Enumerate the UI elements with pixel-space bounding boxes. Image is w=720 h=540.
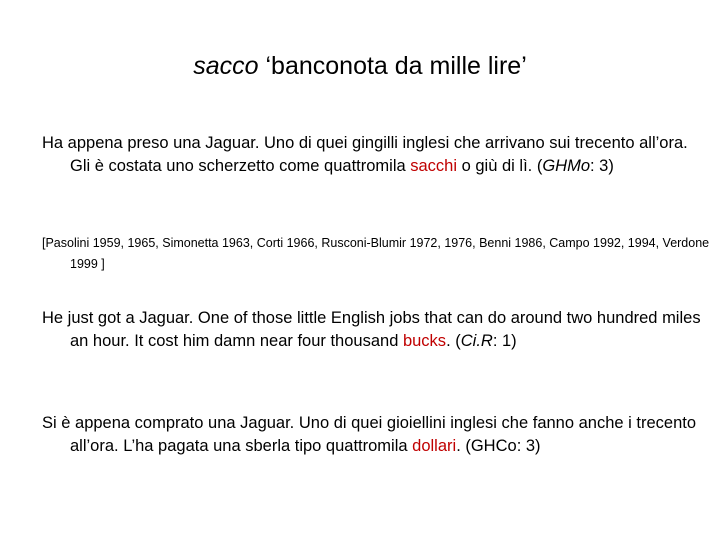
highlight-sacchi: sacchi: [410, 157, 458, 175]
italian-quote-source: GHMo: [542, 157, 590, 175]
title-gloss: ‘banconota da mille lire’: [258, 52, 527, 80]
italian-quote-original: [42, 132, 710, 178]
italian-quote-text-a: Ha appena preso una Jaguar. Uno di quei gingilli inglesi che arrivano sui trecento all’ora. Gli è costata uno scherzetto come quattromila: [42, 134, 688, 175]
english-text-c: : 1): [492, 332, 517, 350]
title-term: sacco: [193, 52, 259, 80]
highlight-bucks: bucks: [402, 332, 447, 350]
english-translation: [42, 307, 710, 353]
citation-list: [Pasolini 1959, 1965, Simonetta 1963, Corti 1966, Rusconi-Blumir 1972, 1976, Benni 1986, Campo 1992, 1994, Verdone 1999 ]: [42, 236, 710, 271]
slide-title: [0, 50, 720, 82]
italian-retranslation: [42, 412, 710, 458]
italian-quote-text-b: o giù di lì. (: [457, 157, 543, 175]
italian-quote-text-c: : 3): [590, 157, 614, 175]
retranslation-text-b: . (GHCo: 3): [456, 437, 541, 455]
english-text-b: . (: [446, 332, 461, 350]
highlight-dollari: dollari: [412, 437, 457, 455]
retranslation-text-a: Si è appena comprato una Jaguar. Uno di quei gioiellini inglesi che fanno anche i trecento all’ora. L’ha pagata una sberla tipo quattromila: [42, 414, 697, 455]
english-source: Ci.R: [460, 332, 493, 350]
english-text-a: He just got a Jaguar. One of those little English jobs that can do around two hundred miles an hour. It cost him damn near four thousand: [42, 309, 701, 350]
